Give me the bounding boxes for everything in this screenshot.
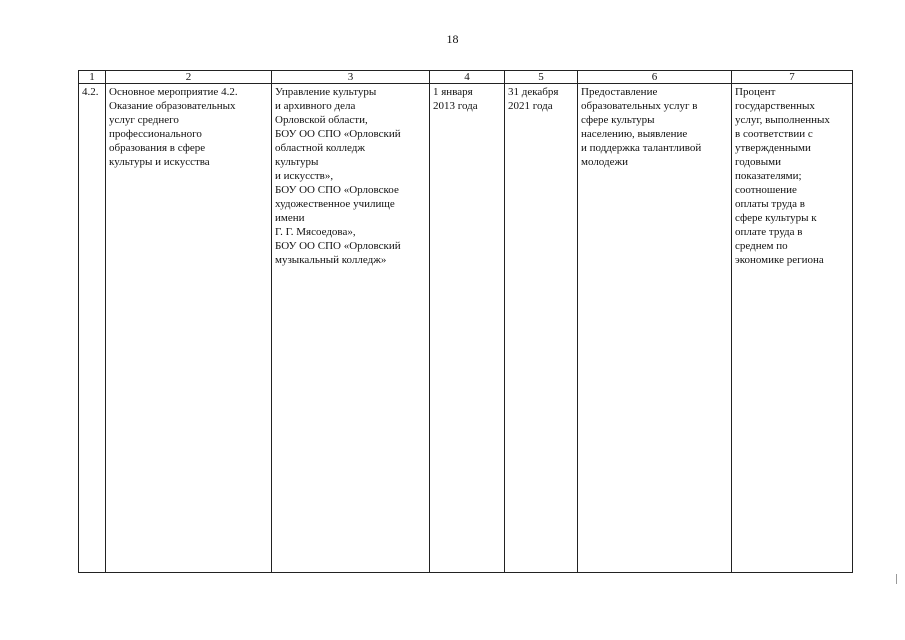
- scan-artifact-mark: [896, 574, 897, 584]
- cell-responsible-executors: Управление культуры и архивного дела Орловской области, БОУ ОО СПО «Орловский областной колледж культуры и искусств», БОУ ОО СПО «Орловское художественное училище имени Г. Г. Мясоедова», БОУ ОО СПО «Орловский музыкальный колледж»: [272, 84, 430, 573]
- header-col-3: 3: [272, 71, 430, 84]
- header-col-6: 6: [578, 71, 732, 84]
- cell-indicators: Процент государственных услуг, выполненных в соответствии с утвержденными годовыми показателями; соотношение оплаты труда в сфере культуры к оплате труда в среднем по экономике региона: [732, 84, 853, 573]
- cell-item-number: 4.2.: [79, 84, 106, 573]
- table-row: [79, 84, 853, 573]
- table-header-row: [79, 71, 853, 84]
- activity-table: [78, 70, 853, 573]
- cell-start-date: 1 января 2013 года: [430, 84, 505, 573]
- header-col-7: 7: [732, 71, 853, 84]
- cell-activity-name: Основное мероприятие 4.2. Оказание образовательных услуг среднего профессионального образования в сфере культуры и искусства: [106, 84, 272, 573]
- header-col-4: 4: [430, 71, 505, 84]
- header-col-1: 1: [79, 71, 106, 84]
- header-col-5: 5: [505, 71, 578, 84]
- header-col-2: 2: [106, 71, 272, 84]
- page-number: 18: [446, 32, 459, 46]
- cell-expected-result: Предоставление образовательных услуг в сфере культуры населению, выявление и поддержка талантливой молодежи: [578, 84, 732, 573]
- cell-end-date: 31 декабря 2021 года: [505, 84, 578, 573]
